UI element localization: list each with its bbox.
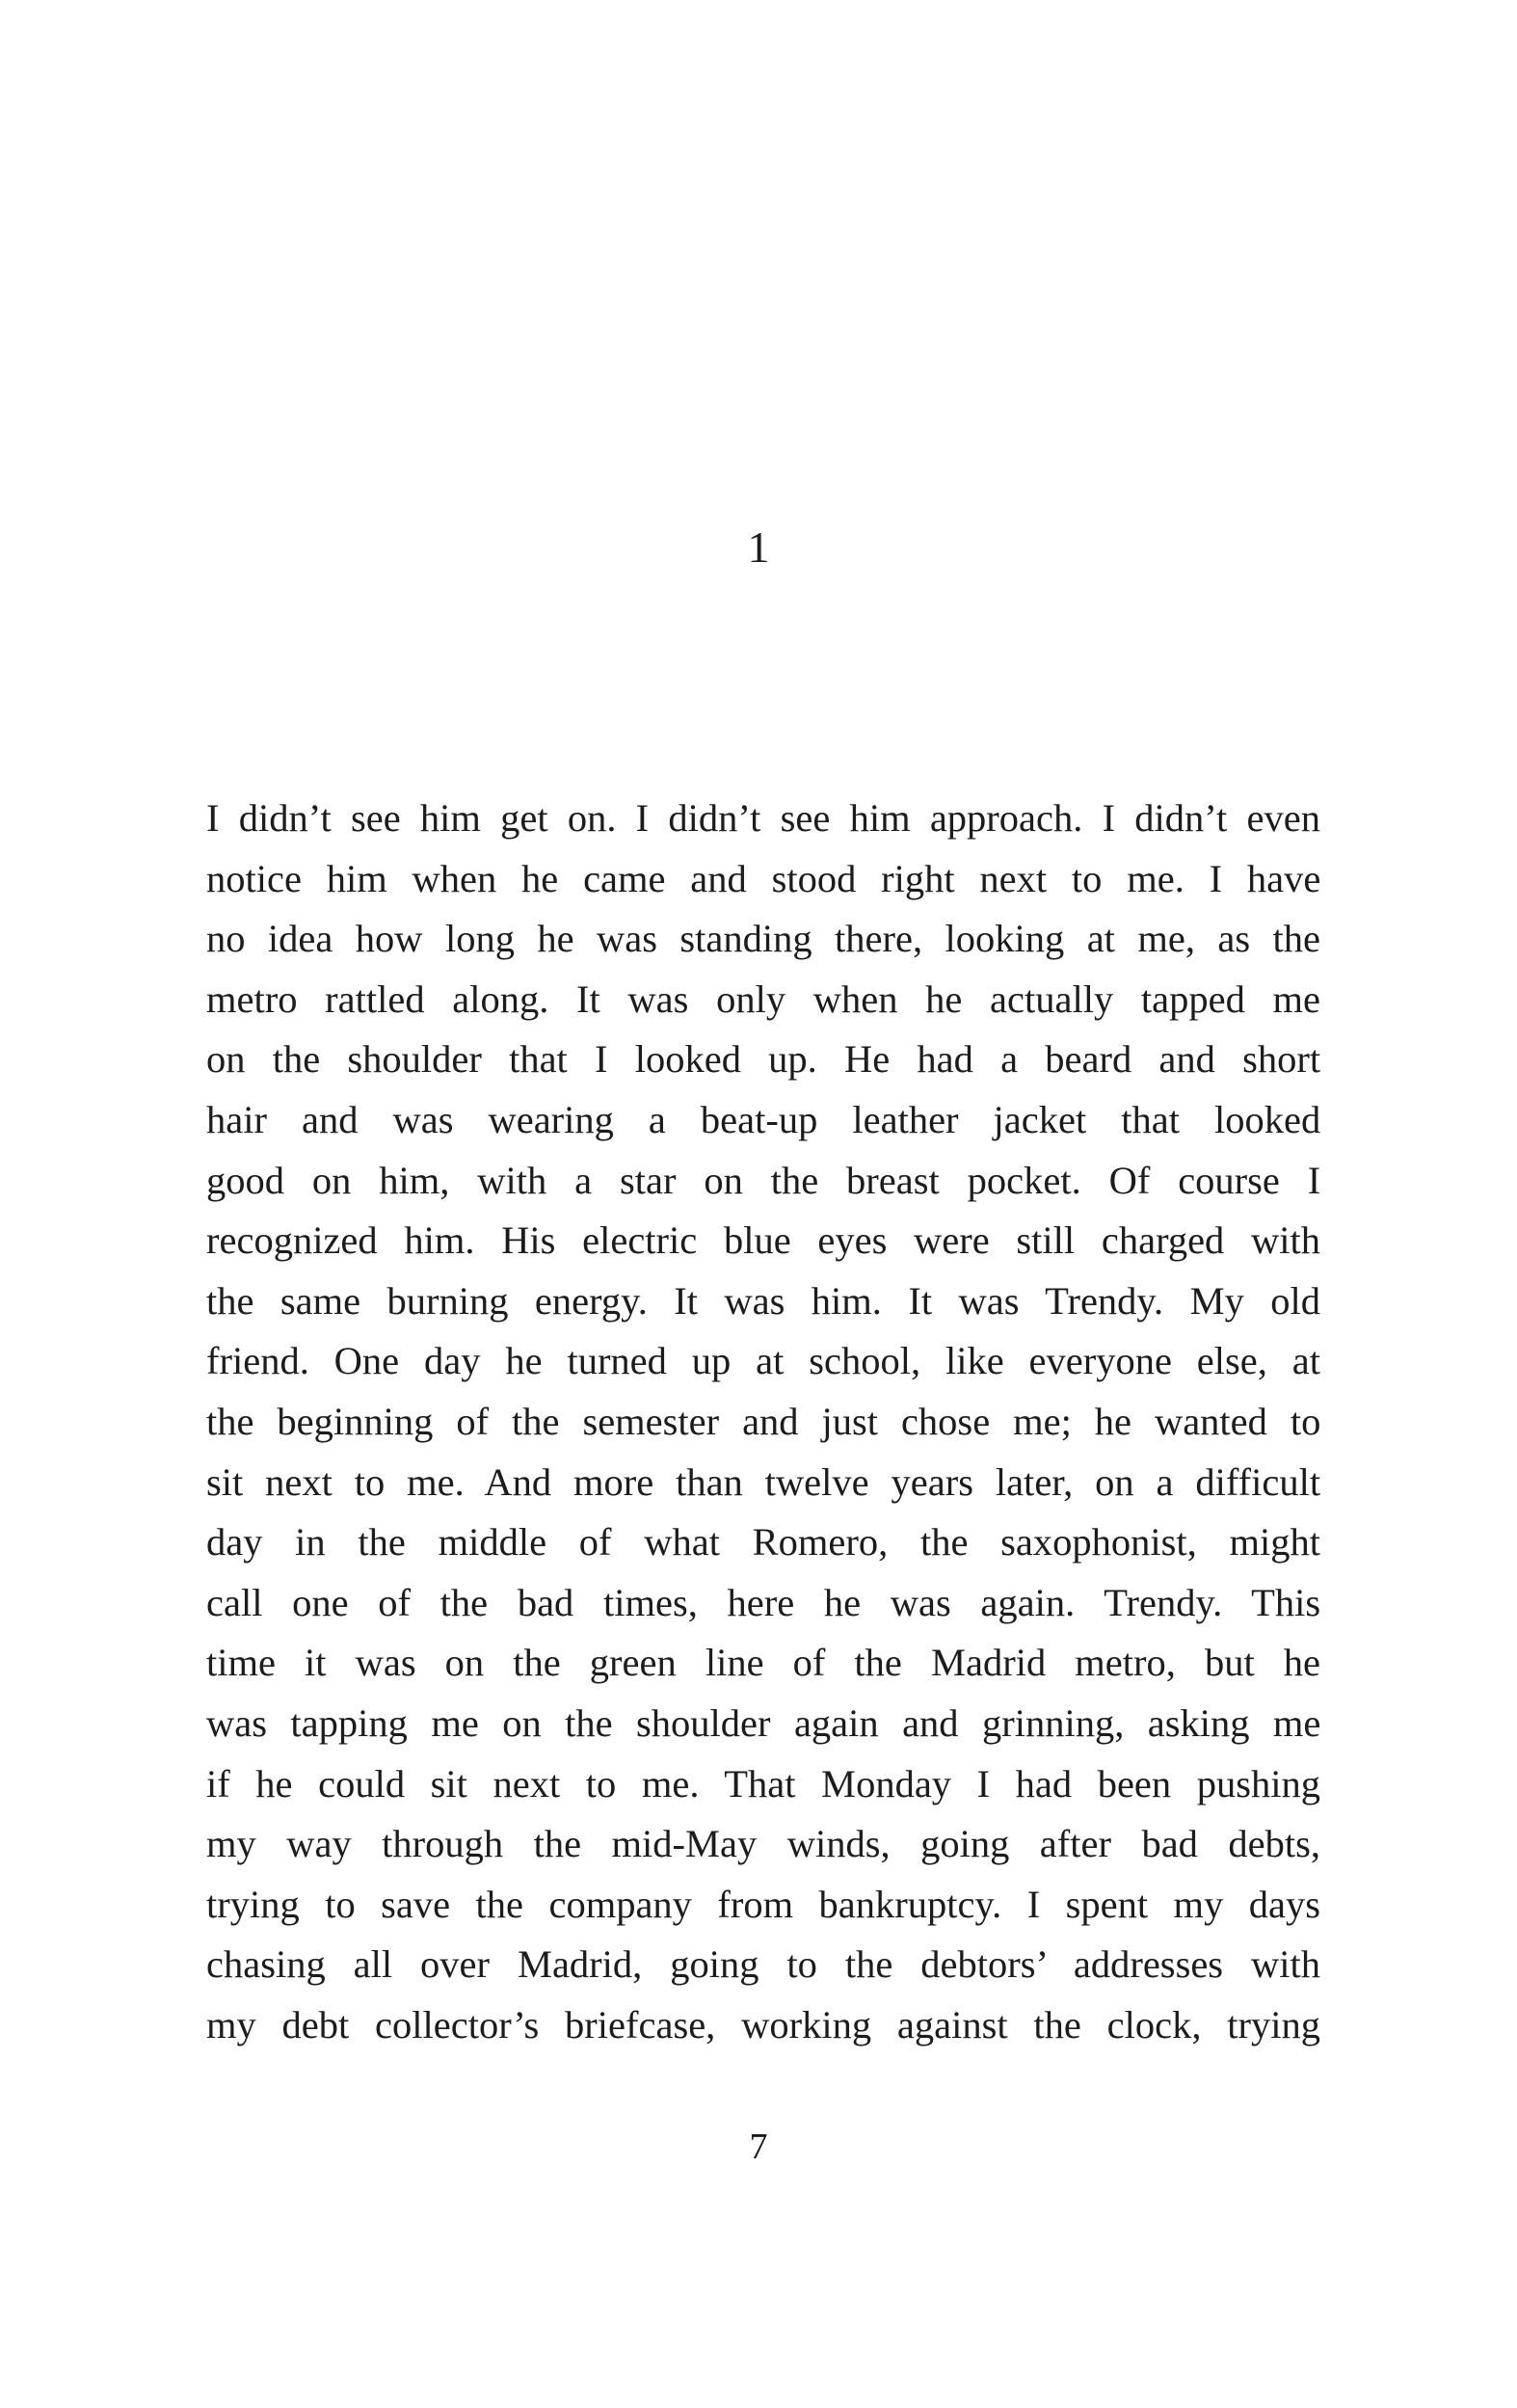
- page-number: 7: [749, 2127, 768, 2167]
- text-line: day in the middle of what Romero, the saxophonist, might: [206, 1520, 1320, 1565]
- text-line: friend. One day he turned up at school, like everyone else, at: [206, 1339, 1320, 1383]
- text-line: the beginning of the semester and just chose me; he wanted to: [206, 1399, 1320, 1443]
- text-line: hair and was wearing a beat-up leather jacket that looked: [206, 1097, 1320, 1141]
- text-line: time it was on the green line of the Madrid metro, but he: [206, 1641, 1320, 1685]
- body-paragraph: [206, 789, 1320, 2055]
- text-line: was tapping me on the shoulder again and grinning, asking me: [206, 1700, 1320, 1745]
- text-line: call one of the bad times, here he was again. Trendy. This: [206, 1580, 1320, 1624]
- text-line: chasing all over Madrid, going to the debtors’ addresses with: [206, 1942, 1320, 1987]
- text-line: on the shoulder that I looked up. He had a beard and short: [206, 1037, 1320, 1082]
- text-line: notice him when he came and stood right next to me. I have: [206, 856, 1320, 900]
- chapter-number: 1: [747, 522, 770, 572]
- text-line: trying to save the company from bankruptcy. I spent my days: [206, 1882, 1320, 1926]
- text-line: the same burning energy. It was him. It was Trendy. My old: [206, 1278, 1320, 1323]
- text-line: no idea how long he was standing there, looking at me, as the: [206, 917, 1320, 961]
- text-line: good on him, with a star on the breast pocket. Of course I: [206, 1158, 1320, 1202]
- text-line: my way through the mid-May winds, going after bad debts,: [206, 1822, 1320, 1866]
- text-line: if he could sit next to me. That Monday I had been pushing: [206, 1761, 1320, 1806]
- text-line: metro rattled along. It was only when he actually tapped me: [206, 977, 1320, 1021]
- text-line: my debt collector’s briefcase, working against the clock, trying: [206, 2002, 1320, 2047]
- text-line: sit next to me. And more than twelve years later, on a difficult: [206, 1459, 1320, 1504]
- text-line: I didn’t see him get on. I didn’t see him approach. I didn’t even: [206, 796, 1320, 840]
- text-line: recognized him. His electric blue eyes were still charged with: [206, 1218, 1320, 1263]
